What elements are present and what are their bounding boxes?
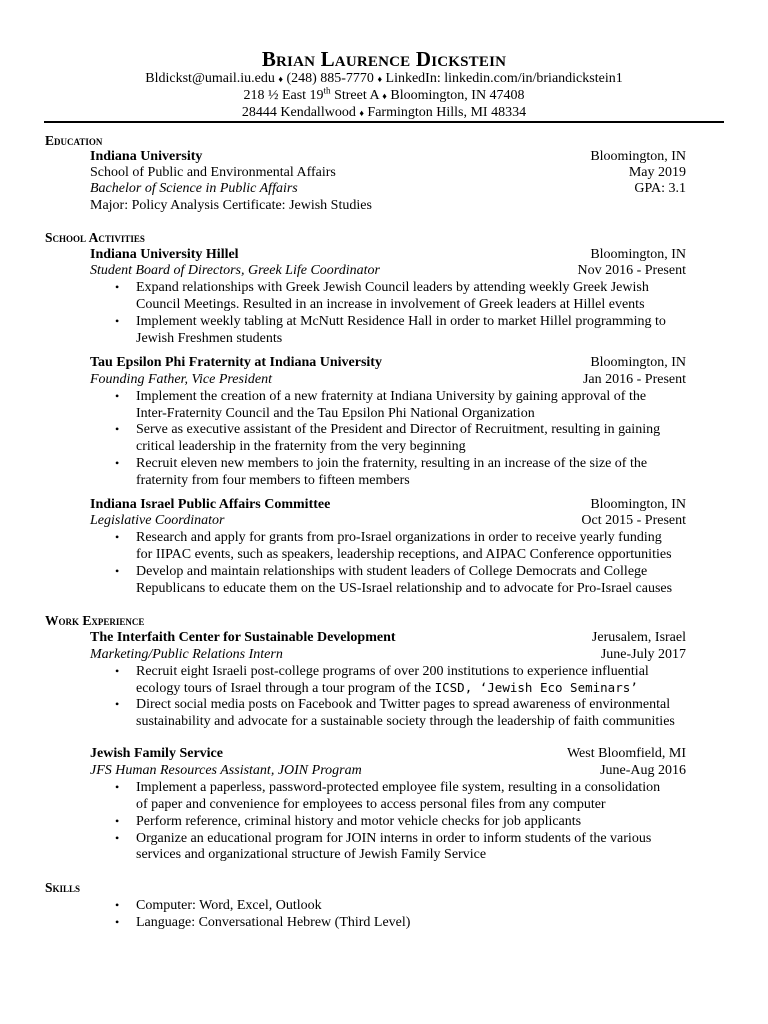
bullet-line: Direct social media posts on Facebook and Twitter pages to spread awareness of environmental xyxy=(136,697,671,712)
linkedin: LinkedIn: linkedin.com/in/briandickstein1 xyxy=(385,71,623,86)
bullet-line: Implement weekly tabling at McNutt Residence Hall in order to market Hillel programming to xyxy=(136,314,666,329)
bullet-icon: • xyxy=(115,664,120,678)
bullet-line: Expand relationships with Greek Jewish Council leaders by attending weekly Greek Jewish xyxy=(136,280,649,295)
entry-location: West Bloomfield, MI xyxy=(566,746,686,761)
diamond-separator: ♦ xyxy=(382,91,387,101)
contact-line-1 xyxy=(0,70,768,88)
entry-role: Marketing/Public Relations Intern xyxy=(90,647,283,662)
bullet-line: Republicans to educate them on the US-Israel relationship and to advocate for Pro-Israel causes xyxy=(136,581,673,596)
entry-location: Bloomington, IN xyxy=(590,247,686,262)
education-gpa: GPA: 3.1 xyxy=(634,181,686,196)
address-2-street: 28444 Kendallwood xyxy=(241,105,356,120)
bullet-line: services and organizational structure of Jewish Family Service xyxy=(136,847,487,862)
bullet-line: Council Meetings. Resulted in an increase in involvement of Greek leaders at Hillel events xyxy=(136,297,645,312)
address-unit: Street A xyxy=(330,88,379,103)
entry-location: Jerusalem, Israel xyxy=(591,630,686,645)
bullet-icon: • xyxy=(115,898,120,912)
education-date: May 2019 xyxy=(628,165,686,180)
bullet-line: for IIPAC events, such as speakers, leadership receptions, and AIPAC Conference opportunities xyxy=(136,547,672,562)
bullet-icon: • xyxy=(115,915,120,929)
education-location: Bloomington, IN xyxy=(590,149,686,164)
section-heading-work: Work Experience xyxy=(45,613,145,628)
entry-date: June-July 2017 xyxy=(600,647,686,662)
education-major: Major: Policy Analysis Certificate: Jewish Studies xyxy=(90,198,372,213)
entry-org: Indiana University Hillel xyxy=(90,247,239,262)
bullet-icon: • xyxy=(115,780,120,794)
bullet-icon: • xyxy=(115,456,120,470)
bullet-line: Jewish Freshmen students xyxy=(136,331,283,346)
contact-line-2 xyxy=(0,87,768,105)
bullet-line: sustainability and advocate for a sustainable society through the leadership of faith communities xyxy=(136,714,675,729)
email: Bldickst@umail.iu.edu xyxy=(145,71,275,86)
diamond-separator: ♦ xyxy=(278,74,283,84)
bullet-line: Perform reference, criminal history and motor vehicle checks for job applicants xyxy=(136,814,582,829)
address-city: Bloomington, IN 47408 xyxy=(390,88,525,103)
bullet-icon: • xyxy=(115,280,120,294)
entry-location: Bloomington, IN xyxy=(590,355,686,370)
resume-name: Brian Laurence Dickstein xyxy=(261,47,507,71)
bullet-line: of paper and convenience for employees to access personal files from any computer xyxy=(136,797,606,812)
education-school: Indiana University xyxy=(90,149,203,164)
entry-org: Tau Epsilon Phi Fraternity at Indiana University xyxy=(90,355,382,370)
bullet-icon: • xyxy=(115,831,120,845)
entry-date: Jan 2016 - Present xyxy=(582,372,686,387)
bullet-line: Implement a paperless, password-protected employee file system, resulting in a consolidation xyxy=(136,780,661,795)
bullet-line: Inter-Fraternity Council and the Tau Epsilon Phi National Organization xyxy=(136,406,535,421)
bullet-text: ecology tours of Israel through a tour program of the xyxy=(136,681,435,696)
entry-role: Legislative Coordinator xyxy=(90,513,225,528)
section-heading-activities: School Activities xyxy=(45,230,145,245)
bullet-icon: • xyxy=(115,564,120,578)
bullet-icon: • xyxy=(115,422,120,436)
skill-item: Computer: Word, Excel, Outlook xyxy=(136,898,322,913)
bullet-line: fraternity from four members to fifteen members xyxy=(136,473,410,488)
bullet-line: Implement the creation of a new fraternity at Indiana University by gaining approval of the xyxy=(136,389,647,404)
entry-date: Nov 2016 - Present xyxy=(577,263,686,278)
entry-date: Oct 2015 - Present xyxy=(581,513,686,528)
program-name: ICSD, ‘Jewish Eco Seminars’ xyxy=(434,680,638,695)
section-heading-skills: Skills xyxy=(45,880,81,895)
phone: (248) 885-7770 xyxy=(286,71,374,86)
education-degree: Bachelor of Science in Public Affairs xyxy=(90,181,298,196)
skill-item: Language: Conversational Hebrew (Third Level) xyxy=(136,915,411,930)
bullet-line: Serve as executive assistant of the President and Director of Recruitment, resulting in gaining xyxy=(136,422,661,437)
bullet-line: Develop and maintain relationships with student leaders of College Democrats and College xyxy=(136,564,648,579)
bullet-icon: • xyxy=(115,697,120,711)
address-ordinal: th xyxy=(323,85,331,96)
bullet-line: Recruit eleven new members to join the fraternity, resulting in an increase of the size of the xyxy=(136,456,648,471)
entry-org: Jewish Family Service xyxy=(90,746,223,761)
diamond-separator: ♦ xyxy=(359,108,364,118)
bullet-line: Organize an educational program for JOIN interns in order to inform students of the various xyxy=(136,831,652,846)
entry-role: Founding Father, Vice President xyxy=(90,372,272,387)
address-street: 218 ½ East 19 xyxy=(243,88,324,103)
entry-org: Indiana Israel Public Affairs Committee xyxy=(90,497,331,512)
bullet-line: Research and apply for grants from pro-Israel organizations in order to receive yearly funding xyxy=(136,530,662,545)
bullet-icon: • xyxy=(115,314,120,328)
header-divider xyxy=(44,121,724,123)
section-heading-education: Education xyxy=(45,133,103,148)
entry-location: Bloomington, IN xyxy=(590,497,686,512)
bullet-line: critical leadership in the fraternity from the very beginning xyxy=(136,439,466,454)
entry-org: The Interfaith Center for Sustainable Development xyxy=(90,630,396,645)
bullet-icon: • xyxy=(115,814,120,828)
bullet-icon: • xyxy=(115,530,120,544)
entry-role: Student Board of Directors, Greek Life Coordinator xyxy=(90,263,380,278)
diamond-separator: ♦ xyxy=(377,74,383,84)
entry-role: JFS Human Resources Assistant, JOIN Program xyxy=(90,763,362,778)
contact-line-3 xyxy=(0,104,768,122)
bullet-line xyxy=(136,679,696,697)
entry-date: June-Aug 2016 xyxy=(600,763,686,778)
education-college: School of Public and Environmental Affairs xyxy=(90,165,336,180)
address-2-city: Farmington Hills, MI 48334 xyxy=(367,105,527,120)
bullet-line: Recruit eight Israeli post-college programs of over 200 institutions to experience influential xyxy=(136,664,649,679)
bullet-icon: • xyxy=(115,389,120,403)
